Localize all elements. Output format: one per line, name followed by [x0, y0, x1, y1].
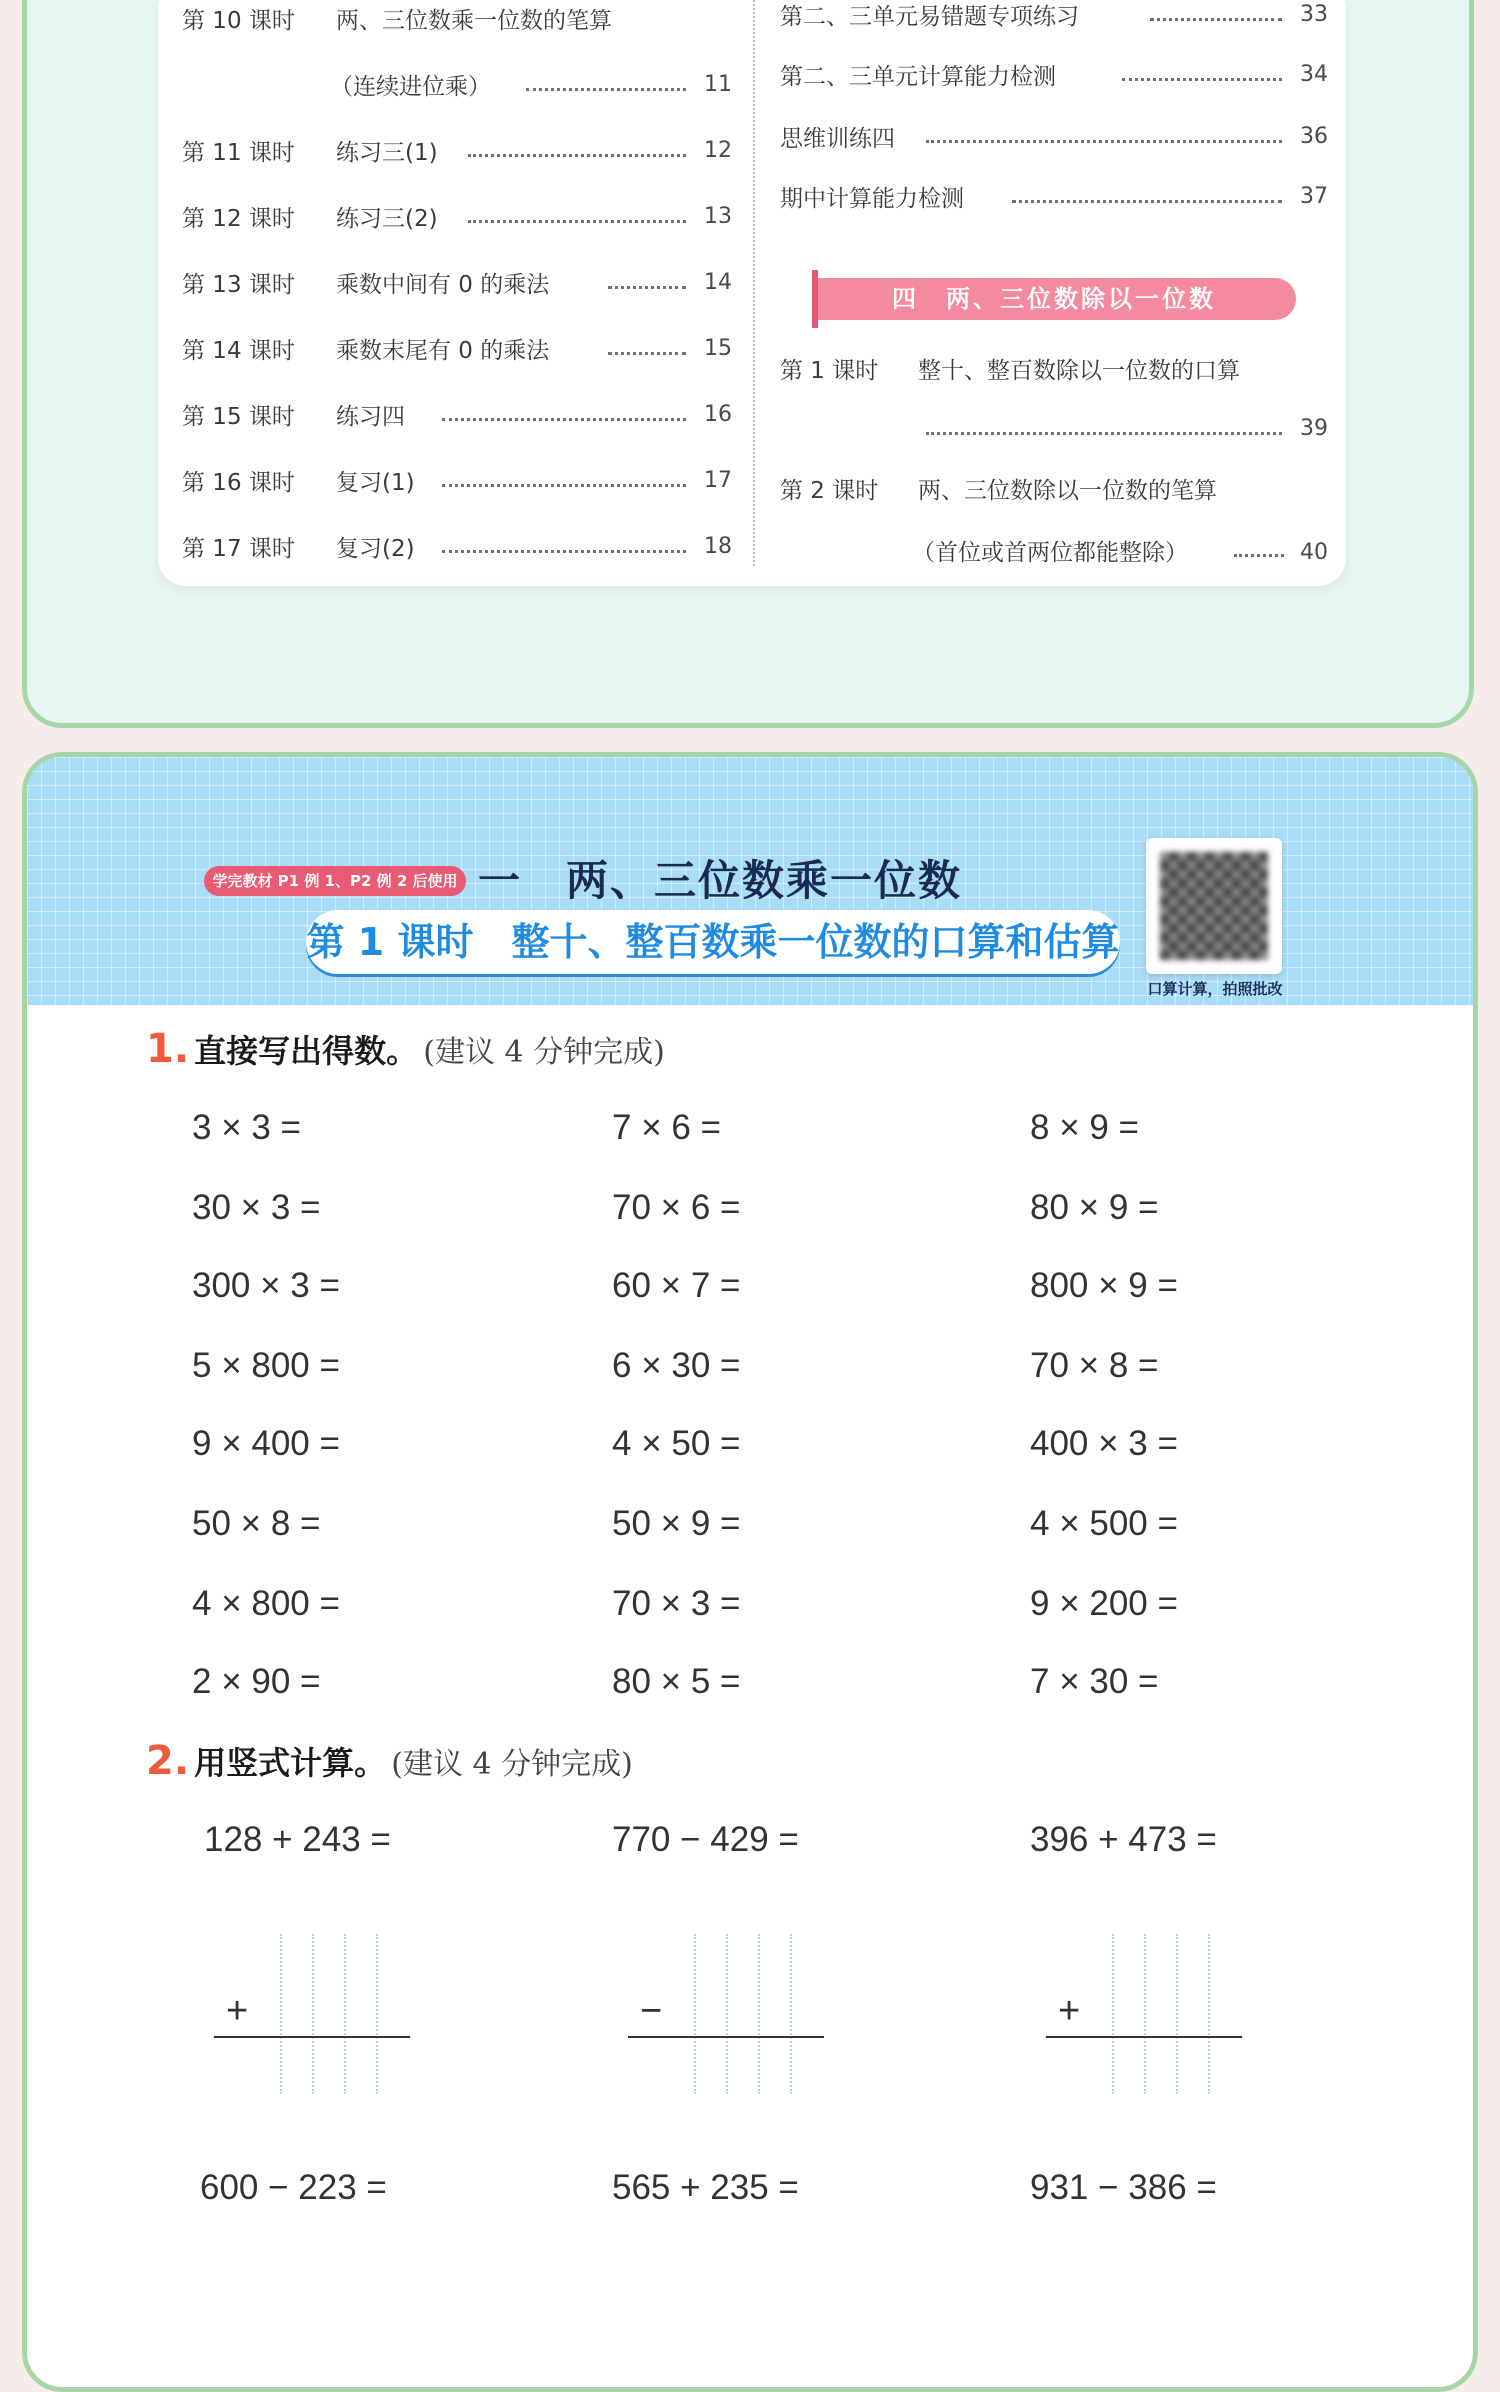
- problem: 4 × 50 =: [612, 1424, 741, 1463]
- problem: 565 + 235 =: [612, 2168, 799, 2207]
- toc-dot-leader: [526, 88, 686, 91]
- grid-line: [312, 1934, 314, 2094]
- problem: 5 × 800 =: [192, 1346, 340, 1385]
- problem: 128 + 243 =: [204, 1820, 391, 1859]
- toc-dot-leader: [608, 352, 686, 355]
- toc-page-number: 12: [704, 138, 732, 163]
- toc-lesson-label: 第 15 课时: [182, 404, 295, 430]
- toc-dot-leader: [1234, 554, 1284, 557]
- answer-line: [628, 2036, 824, 2038]
- toc-lesson-label: 第 11 课时: [182, 140, 295, 166]
- problem: 30 × 3 =: [192, 1188, 321, 1227]
- toc-entry-subtitle[interactable]: （首位或首两位都能整除）: [912, 540, 1188, 566]
- problem: 600 − 223 =: [200, 2168, 387, 2207]
- problem: 3 × 3 =: [192, 1108, 301, 1147]
- toc-page-number: 33: [1300, 2, 1328, 27]
- question-number: 1.: [146, 1026, 190, 1072]
- toc-dot-leader: [1012, 200, 1282, 203]
- toc-entry-title[interactable]: 思维训练四: [780, 126, 895, 152]
- question-text: 直接写出得数。: [194, 1032, 419, 1070]
- toc-dot-leader: [1122, 78, 1282, 81]
- toc-entry-title[interactable]: 练习四: [336, 404, 405, 430]
- toc-entry-title[interactable]: 复习(2): [336, 536, 415, 562]
- toc-lesson-label: 第 12 课时: [182, 206, 295, 232]
- problem: 50 × 9 =: [612, 1504, 741, 1543]
- grid-line: [758, 1934, 760, 2094]
- toc-dot-leader: [442, 418, 686, 421]
- grid-line: [1112, 1934, 1114, 2094]
- problem: 2 × 90 =: [192, 1662, 321, 1701]
- problem: 931 − 386 =: [1030, 2168, 1217, 2207]
- problem: 4 × 500 =: [1030, 1504, 1178, 1543]
- grid-line: [1176, 1934, 1178, 2094]
- toc-lesson-label: 第 2 课时: [780, 478, 879, 504]
- toc-page-number: 18: [704, 534, 732, 559]
- problem: 770 − 429 =: [612, 1820, 799, 1859]
- lesson-title: 第 1 课时 整十、整百数乘一位数的口算和估算: [306, 920, 1120, 964]
- problem: 50 × 8 =: [192, 1504, 321, 1543]
- toc-dot-leader: [442, 550, 686, 553]
- problem: 7 × 30 =: [1030, 1662, 1159, 1701]
- toc-page-number: 13: [704, 204, 732, 229]
- question-number: 2.: [146, 1738, 190, 1784]
- qr-caption: 口算计算，拍照批改: [1147, 980, 1283, 998]
- toc-dot-leader: [1150, 18, 1282, 21]
- toc-page-number: 11: [704, 72, 732, 97]
- answer-line: [1046, 2036, 1242, 2038]
- toc-page-number: 16: [704, 402, 732, 427]
- toc-page-number: 37: [1300, 184, 1328, 209]
- toc-page-number: 40: [1300, 540, 1328, 565]
- unit-title: 一 两、三位数乘一位数: [478, 856, 963, 905]
- problem: 80 × 5 =: [612, 1662, 741, 1701]
- problem: 396 + 473 =: [1030, 1820, 1217, 1859]
- toc-entry-title[interactable]: 练习三(2): [336, 206, 438, 232]
- qr-code-icon[interactable]: [1160, 852, 1268, 960]
- toc-lesson-label: 第 16 课时: [182, 470, 295, 496]
- question-hint: (建议 4 分钟完成): [423, 1035, 665, 1070]
- problem: 300 × 3 =: [192, 1266, 340, 1305]
- toc-entry-title[interactable]: 练习三(1): [336, 140, 438, 166]
- problem: 4 × 800 =: [192, 1584, 340, 1623]
- toc-page-number: 34: [1300, 62, 1328, 87]
- minus-sign: −: [640, 1990, 663, 2032]
- question-text: 用竖式计算。: [194, 1744, 387, 1782]
- problem: 80 × 9 =: [1030, 1188, 1159, 1227]
- toc-dot-leader: [442, 484, 686, 487]
- problem: 9 × 400 =: [192, 1424, 340, 1463]
- grid-line: [1144, 1934, 1146, 2094]
- problem: 70 × 8 =: [1030, 1346, 1159, 1385]
- toc-dot-leader: [926, 140, 1282, 143]
- toc-entry-title[interactable]: 两、三位数乘一位数的笔算: [336, 8, 612, 34]
- problem: 400 × 3 =: [1030, 1424, 1178, 1463]
- toc-page-number: 36: [1300, 124, 1328, 149]
- answer-line: [214, 2036, 410, 2038]
- grid-line: [344, 1934, 346, 2094]
- grid-line: [790, 1934, 792, 2094]
- toc-dot-leader: [608, 286, 686, 289]
- toc-lesson-label: 第 14 课时: [182, 338, 295, 364]
- grid-line: [1208, 1934, 1210, 2094]
- problem: 8 × 9 =: [1030, 1108, 1139, 1147]
- toc-divider: [753, 0, 755, 566]
- unit4-heading[interactable]: 四 两、三位数除以一位数: [892, 285, 1216, 313]
- problem: 70 × 6 =: [612, 1188, 741, 1227]
- toc-lesson-label: 第 1 课时: [780, 358, 879, 384]
- toc-entry-title[interactable]: 整十、整百数除以一位数的口算: [918, 358, 1240, 384]
- problem: 800 × 9 =: [1030, 1266, 1178, 1305]
- toc-entry-title[interactable]: 复习(1): [336, 470, 415, 496]
- toc-dot-leader: [468, 154, 686, 157]
- question-2-heading: [146, 1738, 633, 1784]
- toc-lesson-label: 第 10 课时: [182, 8, 295, 34]
- toc-entry-title[interactable]: 第二、三单元计算能力检测: [780, 64, 1056, 90]
- toc-entry-title[interactable]: 两、三位数除以一位数的笔算: [918, 478, 1217, 504]
- problem: 70 × 3 =: [612, 1584, 741, 1623]
- problem: 6 × 30 =: [612, 1346, 741, 1385]
- toc-lesson-label: 第 13 课时: [182, 272, 295, 298]
- plus-sign: +: [226, 1990, 249, 2032]
- toc-page-number: 39: [1300, 416, 1328, 441]
- toc-entry-title[interactable]: 第二、三单元易错题专项练习: [780, 4, 1079, 30]
- question-1-heading: [146, 1026, 665, 1072]
- toc-entry-title[interactable]: 期中计算能力检测: [780, 186, 964, 212]
- plus-sign: +: [1058, 1990, 1081, 2032]
- toc-entry-title[interactable]: 乘数末尾有 0 的乘法: [336, 338, 550, 364]
- toc-dot-leader: [468, 220, 686, 223]
- problem: 7 × 6 =: [612, 1108, 721, 1147]
- usage-note-pill: 学完教材 P1 例 1、P2 例 2 后使用: [204, 866, 466, 896]
- toc-page-number: 17: [704, 468, 732, 493]
- toc-page-number: 15: [704, 336, 732, 361]
- toc-page-number: 14: [704, 270, 732, 295]
- grid-line: [376, 1934, 378, 2094]
- toc-entry-title[interactable]: （连续进位乘）: [330, 74, 491, 100]
- question-hint: (建议 4 分钟完成): [391, 1747, 633, 1782]
- toc-entry-title[interactable]: 乘数中间有 0 的乘法: [336, 272, 550, 298]
- grid-line: [280, 1934, 282, 2094]
- grid-line: [726, 1934, 728, 2094]
- toc-dot-leader: [926, 432, 1282, 435]
- grid-line: [694, 1934, 696, 2094]
- problem: 9 × 200 =: [1030, 1584, 1178, 1623]
- toc-lesson-label: 第 17 课时: [182, 536, 295, 562]
- problem: 60 × 7 =: [612, 1266, 741, 1305]
